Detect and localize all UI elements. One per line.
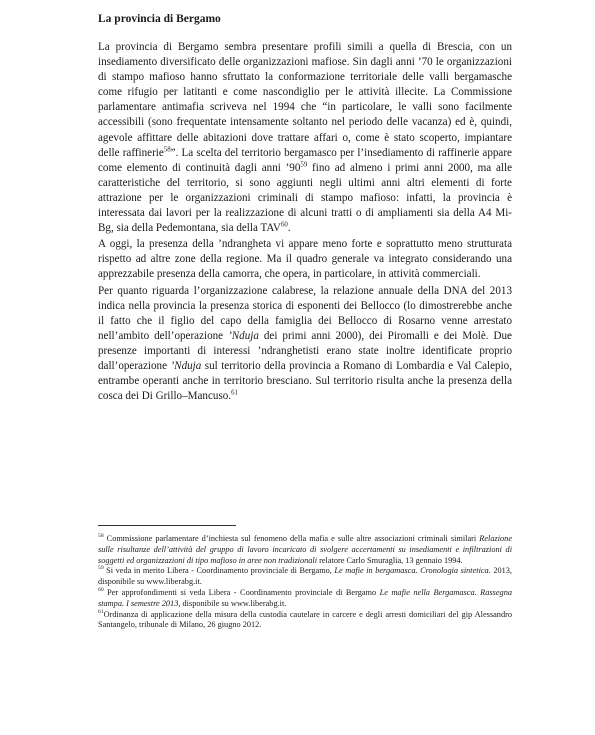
paragraph [98,40,512,236]
footnote-ref: 61 [98,608,104,615]
footnote-ref: 61 [231,389,238,397]
text-run: sul territorio della provincia a Romano di Lombardia e Val Calepio, entrambe operanti anche in territorio bresciano. Sul territorio risulta anche la presenza della cosca dei Di Grillo–Mancuso. [98,359,512,403]
paragraph [98,237,512,282]
footnote [98,566,512,588]
text-run: Per approfondimenti si veda Libera - Coordinamento provinciale di Bergamo [103,587,380,597]
footnotes [98,525,512,631]
footnote [98,610,512,632]
footnote-separator [98,525,236,526]
italic-text: Le mafie nella Bergamasca. Rassegna stampa. I semestre 2013 [98,587,512,608]
body-text [98,40,512,405]
text-run: dei primi anni 2000), dei Piromalli e dei Molè. Due presenze importanti di interessi ’ndranghetisti erano state inoltre identificate proprio dall’operazione [98,329,512,372]
footnote-ref: 59 [300,161,308,169]
text-run: Si veda in merito Libera - Coordinamento provinciale di Bergamo, [103,566,335,576]
text-run: Commissione parlamentare d’inchiesta sul fenomeno della mafia e sulle altre associazioni criminali similari [103,534,480,543]
text-run: relatore Carlo Smuraglia, 13 gennaio 1994. [317,555,463,565]
italic-text: Le mafie in bergamasca. Cronologia sintetica [334,566,489,576]
italic-text: ’Nduja [228,329,259,342]
text-run: . 2013, disponibile su www.liberabg.it. [98,566,512,587]
text-run: ”. La scelta del territorio bergamasco per l’insediamento di raffinerie appare come elemento di continuità dagli anni ’90 [98,146,512,174]
text-run: La provincia di Bergamo sembra presentare profili simili a quella di Brescia, con un insediamento diversificato delle organizzazioni mafiose. Sin dagli anni ’70 le organizzazioni di stampo mafioso hanno sfruttato la conformazione territoriale delle valli bergamasche come rifugio per latitanti e come nascondiglio per le attività illecite. La Commissione parlamentare antimafia scriveva nel 1994 che “in particolare, le valli sono facilmente accessibili (sono frequentate intensamente soltanto nel periodo delle vacanza) ed è, quindi, agevole affittare delle abitazioni dove trattare affari o, come è stato scoperto, impiantare delle raffinerie [98,41,512,159]
footnote-ref: 60 [98,587,104,594]
footnote [98,534,512,566]
footnote-ref: 58 [98,533,104,540]
footnote-ref: 58 [163,145,171,153]
section-heading: La provincia di Bergamo [98,13,221,25]
text-run: Ordinanza di applicazione della misura della custodia cautelare in carcere e degli arresti domiciliari del gip Alessandro Santangelo, tribunale di Milano, 26 giugno 2012. [98,609,512,630]
footnote-ref: 59 [98,565,104,572]
text-run: , disponibile su www.liberabg.it. [178,598,287,608]
text-run: A oggi, la presenza della ’ndrangheta vi appare meno forte e soprattutto meno strutturata rispetto ad altre zone della regione. Ma il quadro generale va integrato considerando una apprezzabile presenza della camorra, che opera, in particolare, in attività commerciali. [98,238,512,281]
italic-text: Relazione sulle risultanze dell’attività del gruppo di lavoro incaricato di svolgere accertamenti su insediamenti e infiltrazioni di soggetti ed organizzazioni di tipo mafioso in aree non tradizionali [98,534,512,565]
text-run: . [287,222,291,235]
footnote [98,588,512,610]
footnote-ref: 60 [280,221,288,229]
paragraph [98,284,512,405]
italic-text: ’Nduja [170,359,202,372]
text-run: Per quanto riguarda l’organizzazione calabrese, la relazione annuale della DNA del 2013 indica nella provincia la presenza storica di esponenti dei Bellocco (lo dimostrerebbe anche il fatto che il figlio del capo della famiglia dei Bellocco di Rosarno venne arrestato nell’ambito dell’operazione [98,284,512,342]
text-run: fino ad almeno i primi anni 2000, ma alle caratteristiche del territorio, si sono aggiunti negli ultimi anni altri elementi di forte attrazione per le organizzazioni criminali di stampo mafioso: infatti, la provincia è interessata dai lavori per la realizzazione di alcuni tratti o di ampliamenti sia della A4 Mi-Bg, sia della Pedemontana, sia della TAV [98,161,512,235]
